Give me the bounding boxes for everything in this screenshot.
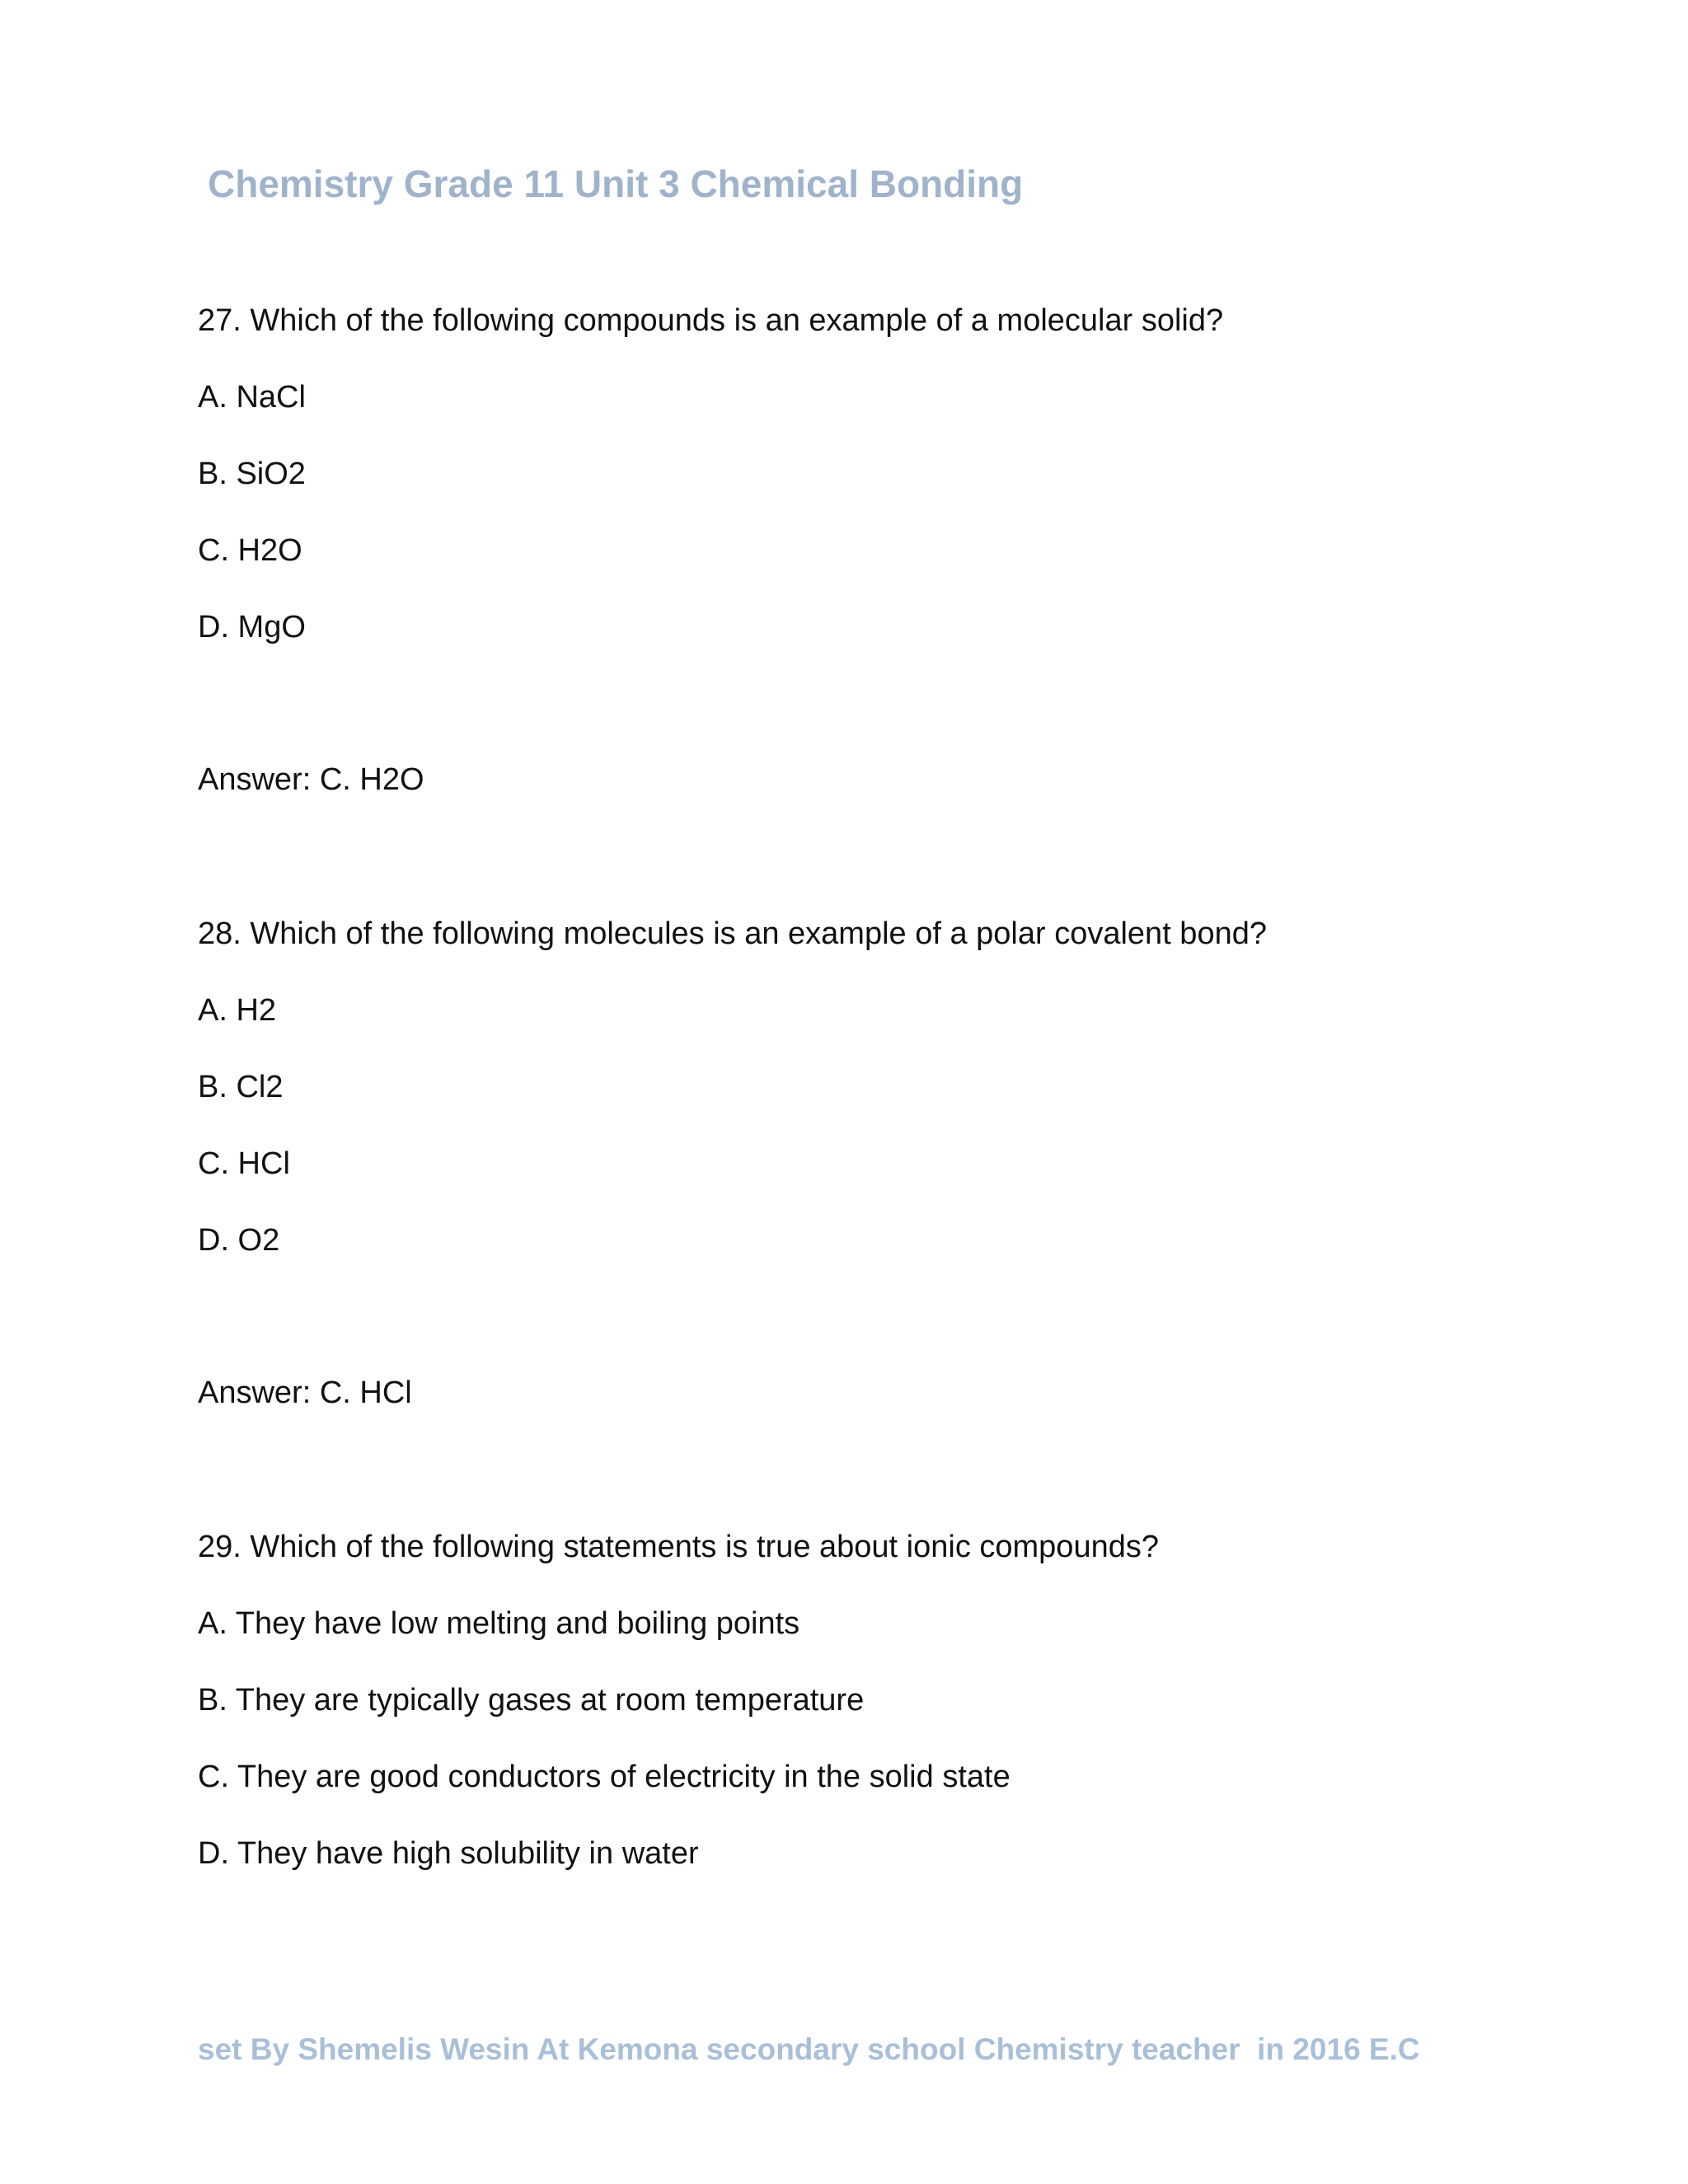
question-28-prompt: 28. Which of the following molecules is an example of a polar covalent bond? bbox=[198, 916, 1267, 951]
question-29-option-a: A. They have low melting and boiling points bbox=[198, 1606, 800, 1641]
question-27-option-c: C. H2O bbox=[198, 533, 302, 568]
question-29-prompt: 29. Which of the following statements is true about ionic compounds? bbox=[198, 1530, 1159, 1564]
question-27-option-b: B. SiO2 bbox=[198, 457, 306, 491]
question-27-answer: Answer: C. H2O bbox=[198, 762, 424, 797]
question-28-option-b: B. Cl2 bbox=[198, 1070, 284, 1104]
question-29-option-b: B. They are typically gases at room temperature bbox=[198, 1683, 865, 1718]
question-27-option-a: A. NaCl bbox=[198, 380, 306, 415]
question-27-prompt: 27. Which of the following compounds is an example of a molecular solid? bbox=[198, 303, 1224, 338]
question-27-option-d: D. MgO bbox=[198, 610, 306, 644]
page-title: Chemistry Grade 11 Unit 3 Chemical Bonding bbox=[208, 162, 1024, 205]
question-28-option-d: D. O2 bbox=[198, 1223, 280, 1258]
question-29-option-d: D. They have high solubility in water bbox=[198, 1836, 699, 1871]
question-28-option-c: C. HCl bbox=[198, 1146, 290, 1181]
question-28-answer: Answer: C. HCl bbox=[198, 1376, 412, 1410]
question-28-option-a: A. H2 bbox=[198, 993, 277, 1028]
footer-credit: set By Shemelis Wesin At Kemona secondary school Chemistry teacher in 2016 E.C bbox=[198, 2032, 1420, 2066]
question-29-option-c: C. They are good conductors of electricity in the solid state bbox=[198, 1760, 1010, 1794]
